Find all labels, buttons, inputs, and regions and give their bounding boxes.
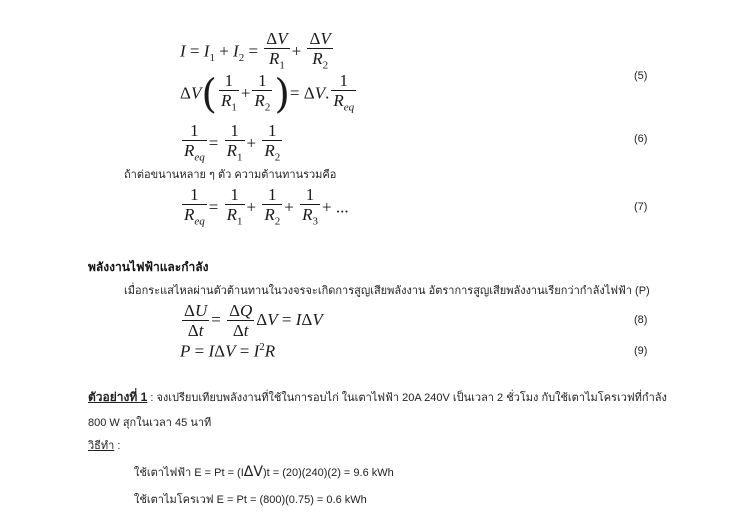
parallel-note: ถ้าต่อขนานหลาย ๆ ตัว ความต้านทานรวมคือ — [124, 169, 337, 181]
equation-number-6: (6) — [634, 133, 648, 145]
section-title: พลังงานไฟฟ้าและกำลัง — [88, 260, 209, 274]
equation-number-5: (5) — [634, 70, 648, 82]
example-label: ตัวอย่างที่ 1 — [88, 390, 148, 404]
equation-number-9: (9) — [634, 345, 648, 357]
equation-current-sum: $I = I_1 + I_2$ = $\frac{\Delta V}{R_1}$ + $\frac{\Delta V}{R_2}$ — [180, 30, 335, 75]
solution-line-1-prefix: ใช้เตาไฟฟ้า E = Pt = (I — [134, 467, 244, 479]
equation-5: ΔV( $\frac{1}{R_1}$ + $\frac{1}{R_2}$ )= ΔV. $\frac{1}{R_{eq}}$ — [180, 71, 355, 118]
solution-line-1 — [134, 463, 394, 481]
example-line-2: 800 W สุกในเวลา 45 นาที — [88, 417, 212, 429]
equation-8: $\frac{\Delta U}{\Delta t}$ = $\frac{\Delta Q}{\Delta t}$ ΔV = IΔV — [184, 301, 323, 340]
equation-6: $\frac{1}{R_{eq}}$ = $\frac{1}{R_1}$ + $\frac{1}{R_2}$ — [180, 122, 284, 167]
solution-line-1-suffix: )t = (20)(240)(2) = 9.6 kWh — [262, 467, 394, 479]
solution-line-1-delta: ΔV — [243, 464, 263, 480]
equation-7: $\frac{1}{R_{eq}}$ = $\frac{1}{R_1}$ + $\frac{1}{R_2}$ + $\frac{1}{R_3}$ + ... — [180, 186, 349, 231]
solution-heading — [88, 436, 120, 454]
example-body-1: : จงเปรียบเทียบพลังงานที่ใช้ในการอบไก่ ในเตาไฟฟ้า 20A 240V เป็นเวลา 2 ชั่วโมง กับใช้เตาไมโครเวฟที่กำลัง — [147, 392, 667, 404]
solution-label: วิธีทำ — [88, 440, 115, 452]
equation-9: $P = I\Delta V = I^2R$ — [180, 341, 276, 361]
solution-colon: : — [114, 440, 121, 452]
solution-line-2: ใช้เตาไมโครเวฟ E = Pt = (800)(0.75) = 0.6 kWh — [134, 494, 367, 506]
equation-number-7: (7) — [634, 201, 648, 213]
example-line-1 — [88, 388, 667, 407]
section-body: เมื่อกระแสไหลผ่านตัวต้านทานในวงจรจะเกิดการสูญเสียพลังงาน อัตราการสูญเสียพลังงานเรียกว่ากำลังไฟฟ้า (P) — [124, 285, 650, 297]
equation-number-8: (8) — [634, 314, 648, 326]
